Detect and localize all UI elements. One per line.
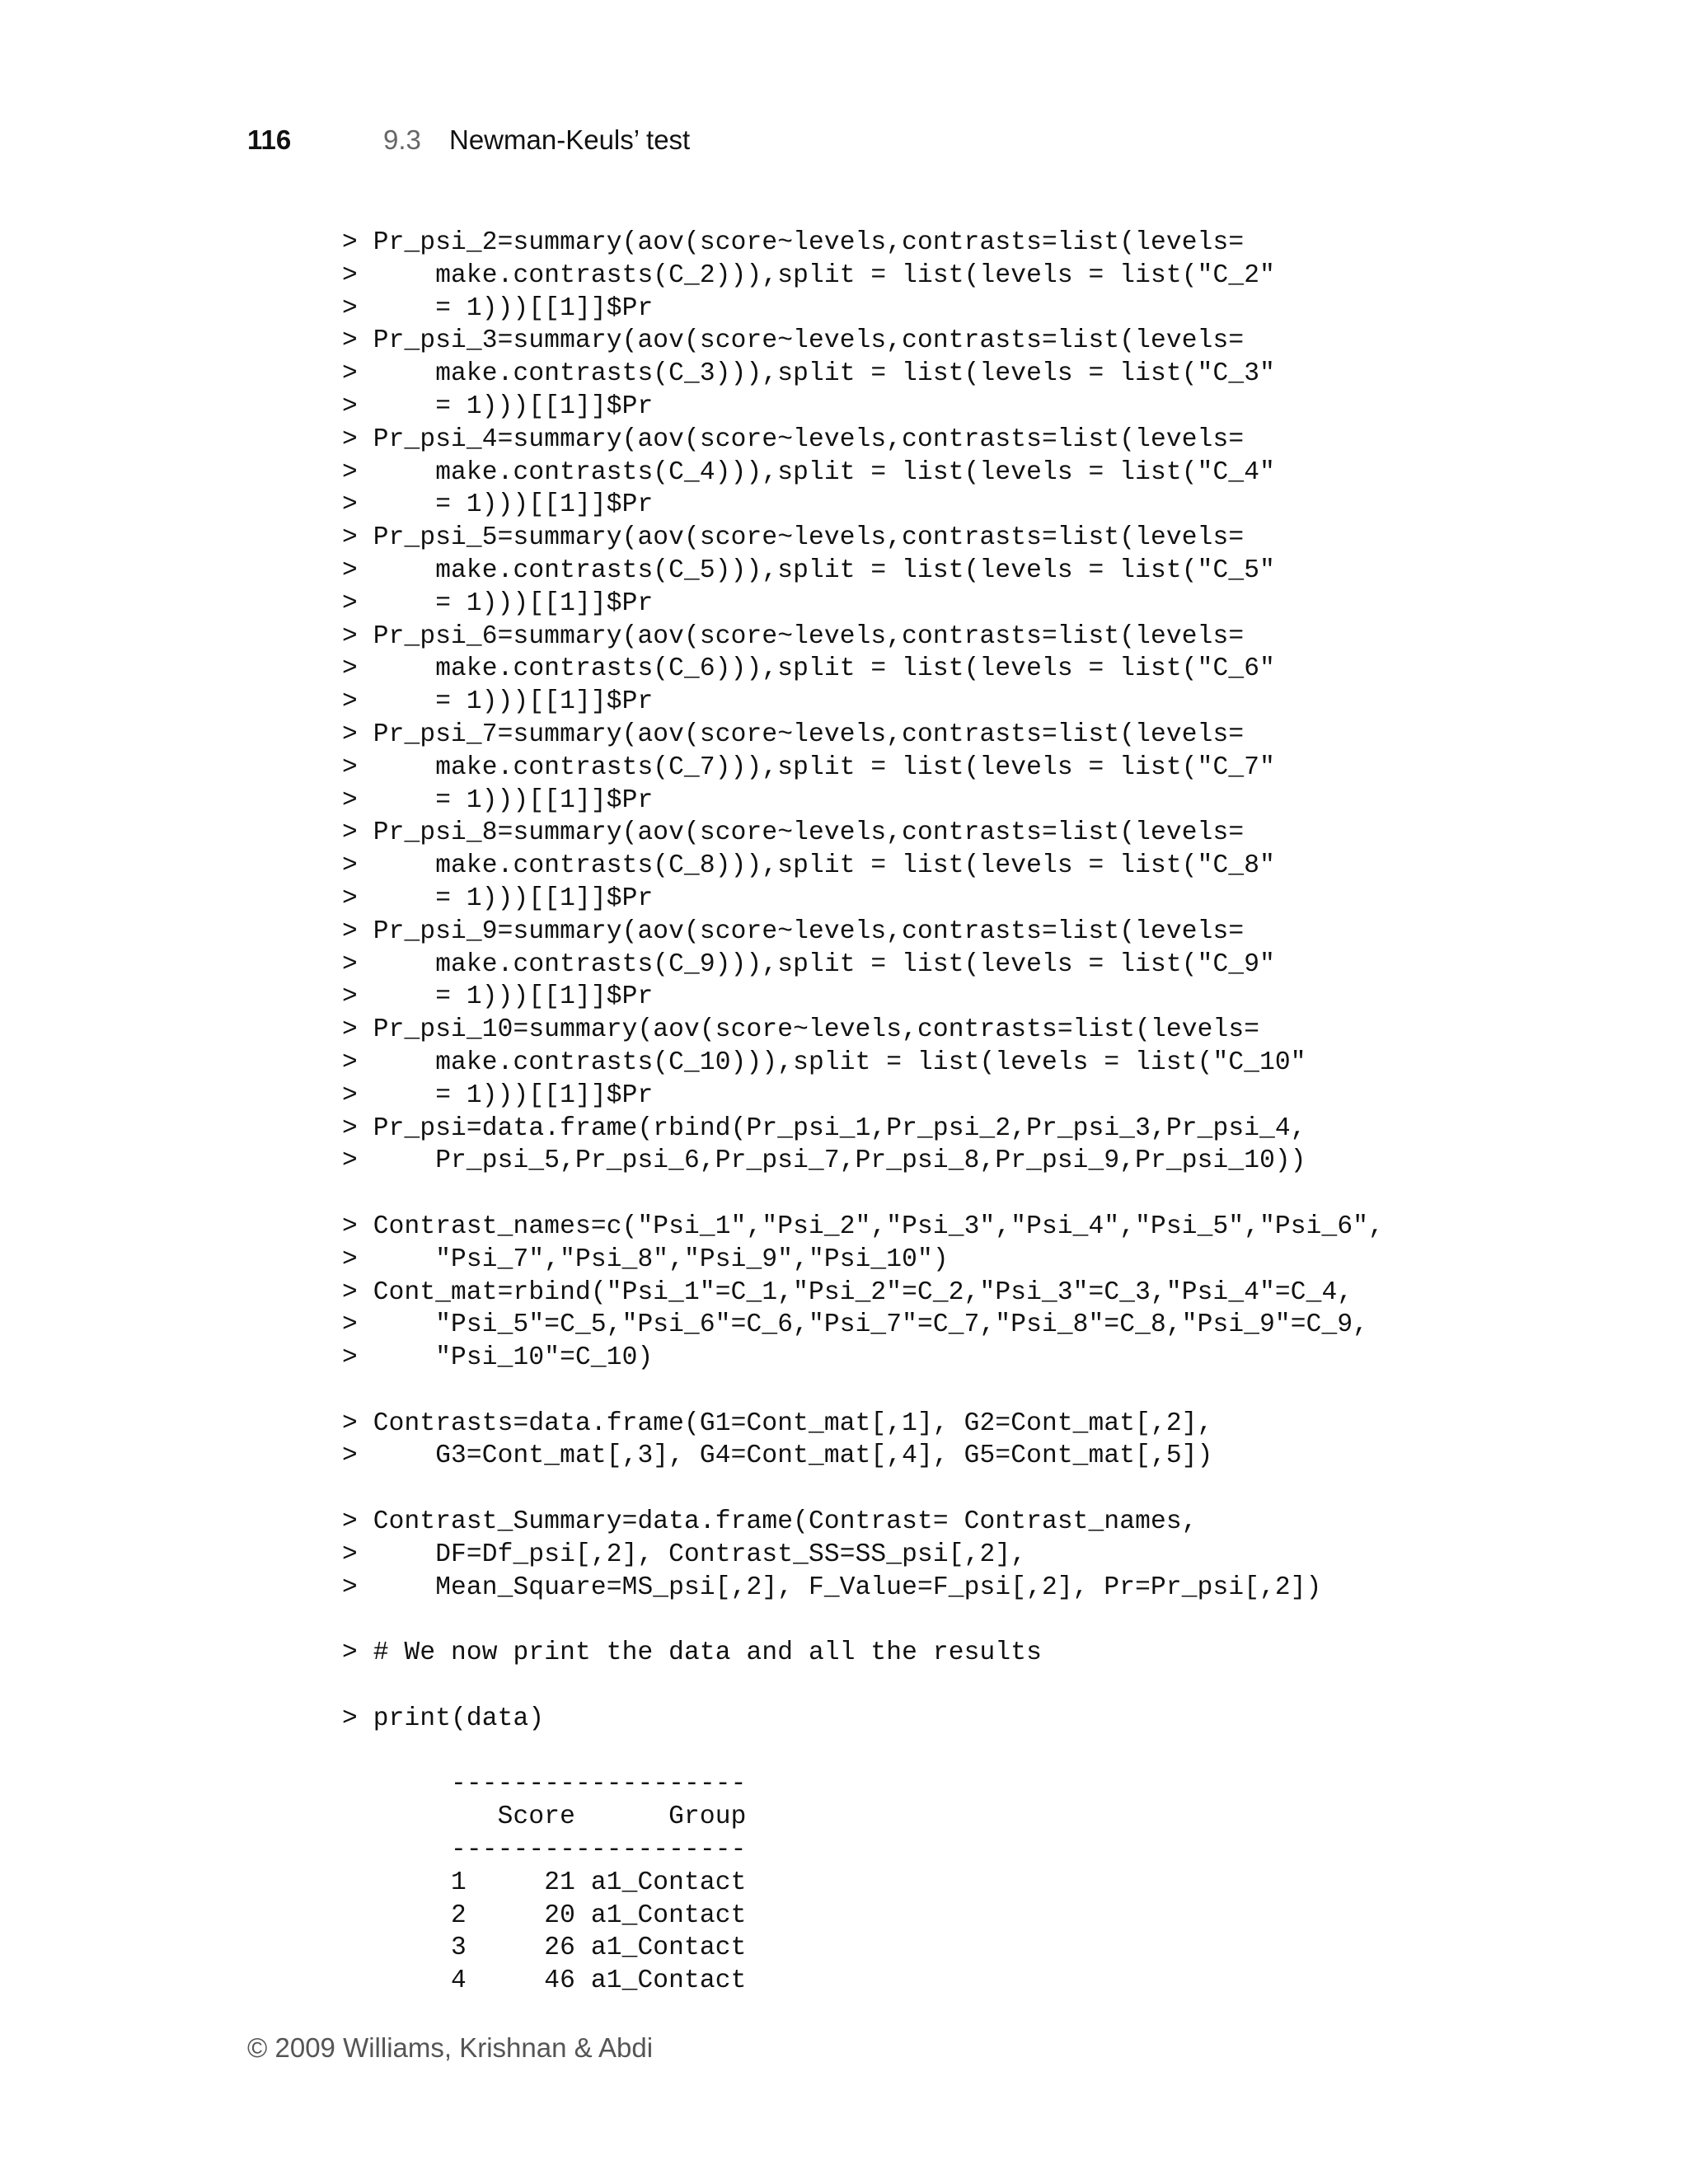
code-line: > make.contrasts(C_10))),split = list(levels = list("C_10" [342, 1047, 1306, 1077]
code-line: > make.contrasts(C_7))),split = list(levels = list("C_7" [342, 752, 1275, 782]
code-line: > "Psi_10"=C_10) [342, 1343, 654, 1373]
code-line: > DF=Df_psi[,2], Contrast_SS=SS_psi[,2], [342, 1540, 1027, 1569]
section-title: Newman-Keuls’ test [449, 124, 691, 155]
code-line: > = 1)))[[1]]$Pr [342, 785, 654, 815]
page-number: 116 [247, 124, 292, 155]
blank-line [342, 1736, 1384, 1769]
code-line: > Mean_Square=MS_psi[,2], F_Value=F_psi[,2], Pr=Pr_psi[,2]) [342, 1572, 1322, 1602]
code-line: > = 1)))[[1]]$Pr [342, 982, 654, 1012]
code-line: > print(data) [342, 1704, 545, 1733]
code-line: > Contrast_Summary=data.frame(Contrast= Contrast_names, [342, 1507, 1198, 1537]
code-line: > Pr_psi_10=summary(aov(score~levels,contrasts=list(levels= [342, 1015, 1260, 1045]
code-line: > Pr_psi_2=summary(aov(score~levels,contrasts=list(levels= [342, 228, 1245, 257]
code-line: > make.contrasts(C_4))),split = list(levels = list("C_4" [342, 457, 1275, 487]
section-number: 9.3 [383, 124, 421, 155]
code-line: > Pr_psi_6=summary(aov(score~levels,contrasts=list(levels= [342, 621, 1245, 651]
code-line: > make.contrasts(C_8))),split = list(levels = list("C_8" [342, 851, 1275, 881]
code-line: > Contrasts=data.frame(G1=Cont_mat[,1], G2=Cont_mat[,2], [342, 1408, 1213, 1438]
code-line: > make.contrasts(C_2))),split = list(levels = list("C_2" [342, 260, 1275, 290]
code-line: > = 1)))[[1]]$Pr [342, 391, 654, 421]
code-line: 1 21 a1_Contact [342, 1868, 747, 1897]
code-line: > = 1)))[[1]]$Pr [342, 588, 654, 618]
running-header [247, 124, 690, 157]
blank-line [342, 1604, 1384, 1637]
blank-line [342, 1375, 1384, 1408]
code-line: > Cont_mat=rbind("Psi_1"=C_1,"Psi_2"=C_2,"Psi_3"=C_3,"Psi_4"=C_4, [342, 1277, 1353, 1307]
code-line: > "Psi_5"=C_5,"Psi_6"=C_6,"Psi_7"=C_7,"Psi_8"=C_8,"Psi_9"=C_9, [342, 1310, 1369, 1340]
code-line: > Pr_psi_8=summary(aov(score~levels,contrasts=list(levels= [342, 818, 1245, 848]
code-line: > G3=Cont_mat[,3], G4=Cont_mat[,4], G5=Cont_mat[,5]) [342, 1441, 1213, 1471]
code-line: > make.contrasts(C_9))),split = list(levels = list("C_9" [342, 949, 1275, 979]
code-line: > = 1)))[[1]]$Pr [342, 293, 654, 323]
code-line: ------------------- [342, 1769, 747, 1799]
code-line: > Pr_psi_5=summary(aov(score~levels,contrasts=list(levels= [342, 523, 1245, 553]
code-line: > Pr_psi_4=summary(aov(score~levels,contrasts=list(levels= [342, 424, 1245, 454]
copyright-footer: © 2009 Williams, Krishnan & Abdi [247, 2032, 654, 2063]
code-line: 2 20 a1_Contact [342, 1900, 747, 1930]
r-code-listing [342, 227, 1384, 1998]
code-line: > = 1)))[[1]]$Pr [342, 1080, 654, 1110]
code-line: > Contrast_names=c("Psi_1","Psi_2","Psi_3","Psi_4","Psi_5","Psi_6", [342, 1212, 1384, 1241]
code-line: ------------------- [342, 1835, 747, 1865]
code-line: 3 26 a1_Contact [342, 1933, 747, 1963]
code-line: > Pr_psi_3=summary(aov(score~levels,contrasts=list(levels= [342, 326, 1245, 356]
code-line: > "Psi_7","Psi_8","Psi_9","Psi_10") [342, 1244, 949, 1274]
code-line: > Pr_psi_9=summary(aov(score~levels,contrasts=list(levels= [342, 916, 1245, 946]
code-line: 4 46 a1_Contact [342, 1966, 747, 1996]
code-line: > make.contrasts(C_6))),split = list(levels = list("C_6" [342, 654, 1275, 684]
code-line: > make.contrasts(C_3))),split = list(levels = list("C_3" [342, 359, 1275, 389]
code-line: > Pr_psi_7=summary(aov(score~levels,contrasts=list(levels= [342, 719, 1245, 749]
code-line: > make.contrasts(C_5))),split = list(levels = list("C_5" [342, 555, 1275, 585]
blank-line [342, 1178, 1384, 1211]
code-line: > = 1)))[[1]]$Pr [342, 490, 654, 520]
code-line: > = 1)))[[1]]$Pr [342, 687, 654, 717]
blank-line [342, 1473, 1384, 1506]
blank-line [342, 1670, 1384, 1703]
code-line: > Pr_psi=data.frame(rbind(Pr_psi_1,Pr_psi_2,Pr_psi_3,Pr_psi_4, [342, 1113, 1306, 1143]
code-line: > Pr_psi_5,Pr_psi_6,Pr_psi_7,Pr_psi_8,Pr_psi_9,Pr_psi_10)) [342, 1146, 1306, 1176]
code-line: Score Group [342, 1802, 747, 1832]
code-line: > = 1)))[[1]]$Pr [342, 883, 654, 913]
code-line: > # We now print the data and all the results [342, 1638, 1042, 1668]
